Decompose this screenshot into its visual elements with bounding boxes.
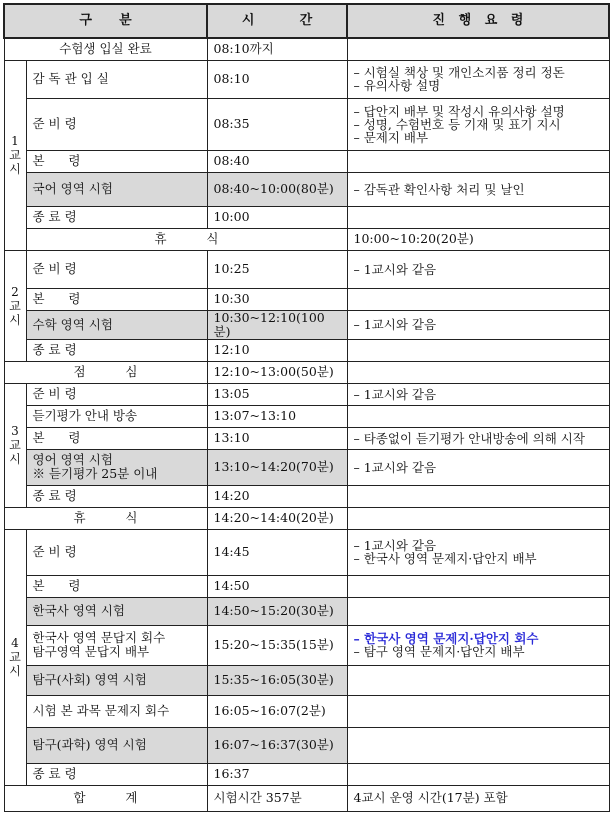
row-notes xyxy=(347,310,609,339)
period-2-label: 2 교 시 xyxy=(4,250,26,361)
row-label: 본 령 xyxy=(26,150,207,172)
table-row xyxy=(4,172,609,206)
row-label: 탐구(과학) 영역 시험 xyxy=(26,727,207,763)
row-notes xyxy=(347,250,609,288)
row-notes xyxy=(347,60,609,98)
row-time: 13:07~13:10 xyxy=(207,405,347,427)
row-time: 16:07~16:37(30분) xyxy=(207,727,347,763)
table-row xyxy=(4,575,609,597)
row-label: 휴 식 xyxy=(4,507,207,529)
row-label: 국어 영역 시험 xyxy=(26,172,207,206)
row-notes xyxy=(347,361,609,383)
row-time: 08:40 xyxy=(207,150,347,172)
row-time: 13:10~14:20(70분) xyxy=(207,449,347,485)
row-notes xyxy=(347,763,609,785)
row-notes xyxy=(347,485,609,507)
row-time: 08:35 xyxy=(207,98,347,150)
table-row xyxy=(4,310,609,339)
row-notes xyxy=(347,695,609,727)
row-time: 10:30~12:10(100분) xyxy=(207,310,347,339)
period-1-label: 1 교 시 xyxy=(4,60,26,250)
table-row xyxy=(4,597,609,625)
period-3-label: 3 교 시 xyxy=(4,383,26,507)
row-label: 종 료 령 xyxy=(26,485,207,507)
row-notes xyxy=(347,206,609,228)
header-time: 시 간 xyxy=(207,4,347,38)
note-item: – 탐구 영역 문제지·답안지 배부 xyxy=(354,645,603,658)
row-label: 본 령 xyxy=(26,575,207,597)
table-row xyxy=(4,529,609,575)
note-item: – 1교시와 같음 xyxy=(354,461,603,474)
table-row xyxy=(4,206,609,228)
note-item: – 타종없이 듣기평가 안내방송에 의해 시작 xyxy=(354,432,603,445)
row-label: 점 심 xyxy=(4,361,207,383)
table-row xyxy=(4,98,609,150)
row-label: 듣기평가 안내 방송 xyxy=(26,405,207,427)
row-notes xyxy=(347,529,609,575)
row-label: 감 독 관 입 실 xyxy=(26,60,207,98)
row-label: 시험 본 과목 문제지 회수 xyxy=(26,695,207,727)
row-time: 14:20 xyxy=(207,485,347,507)
row-time: 15:20~15:35(15분) xyxy=(207,625,347,665)
total-time: 시험시간 357분 xyxy=(207,785,347,811)
row-time: 10:00 xyxy=(207,206,347,228)
exam-schedule-table xyxy=(3,3,610,812)
row-time: 14:50 xyxy=(207,575,347,597)
total-row xyxy=(4,785,609,811)
row-notes xyxy=(347,507,609,529)
note-item: – 1교시와 같음 xyxy=(354,539,603,552)
table-row xyxy=(4,485,609,507)
row-label: 준 비 령 xyxy=(26,383,207,405)
row-label: 본 령 xyxy=(26,427,207,449)
row-label: 수학 영역 시험 xyxy=(26,310,207,339)
table-row xyxy=(4,625,609,665)
table-row xyxy=(4,449,609,485)
row-notes xyxy=(347,98,609,150)
row-time: 16:05~16:07(2분) xyxy=(207,695,347,727)
row-notes xyxy=(347,449,609,485)
table-row xyxy=(4,665,609,695)
row-notes xyxy=(347,597,609,625)
row-label: 영어 영역 시험 ※ 듣기평가 25분 이내 xyxy=(26,449,207,485)
row-label: 본 령 xyxy=(26,288,207,310)
row-label: 준 비 령 xyxy=(26,529,207,575)
table-row xyxy=(4,38,609,60)
table-row xyxy=(4,383,609,405)
note-item: – 답안지 배부 및 작성시 유의사항 설명 xyxy=(354,105,603,118)
table-row xyxy=(4,507,609,529)
row-time: 12:10~13:00(50분) xyxy=(207,361,347,383)
row-time: 10:00~10:20(20분) xyxy=(347,228,609,250)
note-item: – 유의사항 설명 xyxy=(354,79,603,92)
row-label: 종 료 령 xyxy=(26,763,207,785)
row-notes xyxy=(347,150,609,172)
row-notes xyxy=(347,727,609,763)
table-row xyxy=(4,250,609,288)
row-notes xyxy=(347,38,609,60)
row-label: 준 비 령 xyxy=(26,250,207,288)
header-row xyxy=(4,4,609,38)
row-notes xyxy=(347,665,609,695)
note-item: – 한국사 영역 문제지·답안지 배부 xyxy=(354,552,603,565)
row-time: 08:10까지 xyxy=(207,38,347,60)
row-time: 08:10 xyxy=(207,60,347,98)
total-notes: 4교시 운영 시간(17분) 포함 xyxy=(347,785,609,811)
table-row xyxy=(4,288,609,310)
row-label: 종 료 령 xyxy=(26,206,207,228)
note-item: – 1교시와 같음 xyxy=(354,388,603,401)
row-notes xyxy=(347,575,609,597)
row-time: 16:37 xyxy=(207,763,347,785)
note-item: – 1교시와 같음 xyxy=(354,318,603,331)
note-item: – 감독관 확인사항 처리 및 날인 xyxy=(354,183,603,196)
note-item: – 성명, 수험번호 등 기재 및 표기 지시 xyxy=(354,118,603,131)
table-row xyxy=(4,763,609,785)
row-time: 14:20~14:40(20분) xyxy=(207,507,347,529)
row-label: 휴 식 xyxy=(26,228,347,250)
table-row xyxy=(4,228,609,250)
table-row xyxy=(4,150,609,172)
table-row xyxy=(4,695,609,727)
row-label: 수험생 입실 완료 xyxy=(4,38,207,60)
row-notes xyxy=(347,405,609,427)
period-4-label: 4 교 시 xyxy=(4,529,26,785)
table-row xyxy=(4,727,609,763)
row-time: 14:45 xyxy=(207,529,347,575)
table-row xyxy=(4,405,609,427)
row-time: 10:30 xyxy=(207,288,347,310)
table-row xyxy=(4,361,609,383)
row-notes xyxy=(347,288,609,310)
table-row xyxy=(4,60,609,98)
row-notes xyxy=(347,339,609,361)
table-row xyxy=(4,339,609,361)
row-time: 13:10 xyxy=(207,427,347,449)
row-label: 준 비 령 xyxy=(26,98,207,150)
row-notes xyxy=(347,383,609,405)
row-time: 15:35~16:05(30분) xyxy=(207,665,347,695)
note-item: – 시험실 책상 및 개인소지품 정리 정돈 xyxy=(354,66,603,79)
header-division: 구 분 xyxy=(4,4,207,38)
row-label: 한국사 영역 문답지 회수 탐구영역 문답지 배부 xyxy=(26,625,207,665)
row-label: 한국사 영역 시험 xyxy=(26,597,207,625)
row-label: 탐구(사회) 영역 시험 xyxy=(26,665,207,695)
row-time: 08:40~10:00(80분) xyxy=(207,172,347,206)
header-procedure: 진 행 요 령 xyxy=(347,4,609,38)
row-time: 10:25 xyxy=(207,250,347,288)
note-item: – 문제지 배부 xyxy=(354,131,603,144)
row-label: 종 료 령 xyxy=(26,339,207,361)
row-notes xyxy=(347,625,609,665)
row-notes xyxy=(347,427,609,449)
note-item-highlight: – 한국사 영역 문제지·답안지 회수 xyxy=(354,632,603,645)
row-time: 13:05 xyxy=(207,383,347,405)
row-time: 12:10 xyxy=(207,339,347,361)
row-notes xyxy=(347,172,609,206)
row-time: 14:50~15:20(30분) xyxy=(207,597,347,625)
table-row xyxy=(4,427,609,449)
note-item: – 1교시와 같음 xyxy=(354,263,603,276)
total-label: 합 계 xyxy=(4,785,207,811)
